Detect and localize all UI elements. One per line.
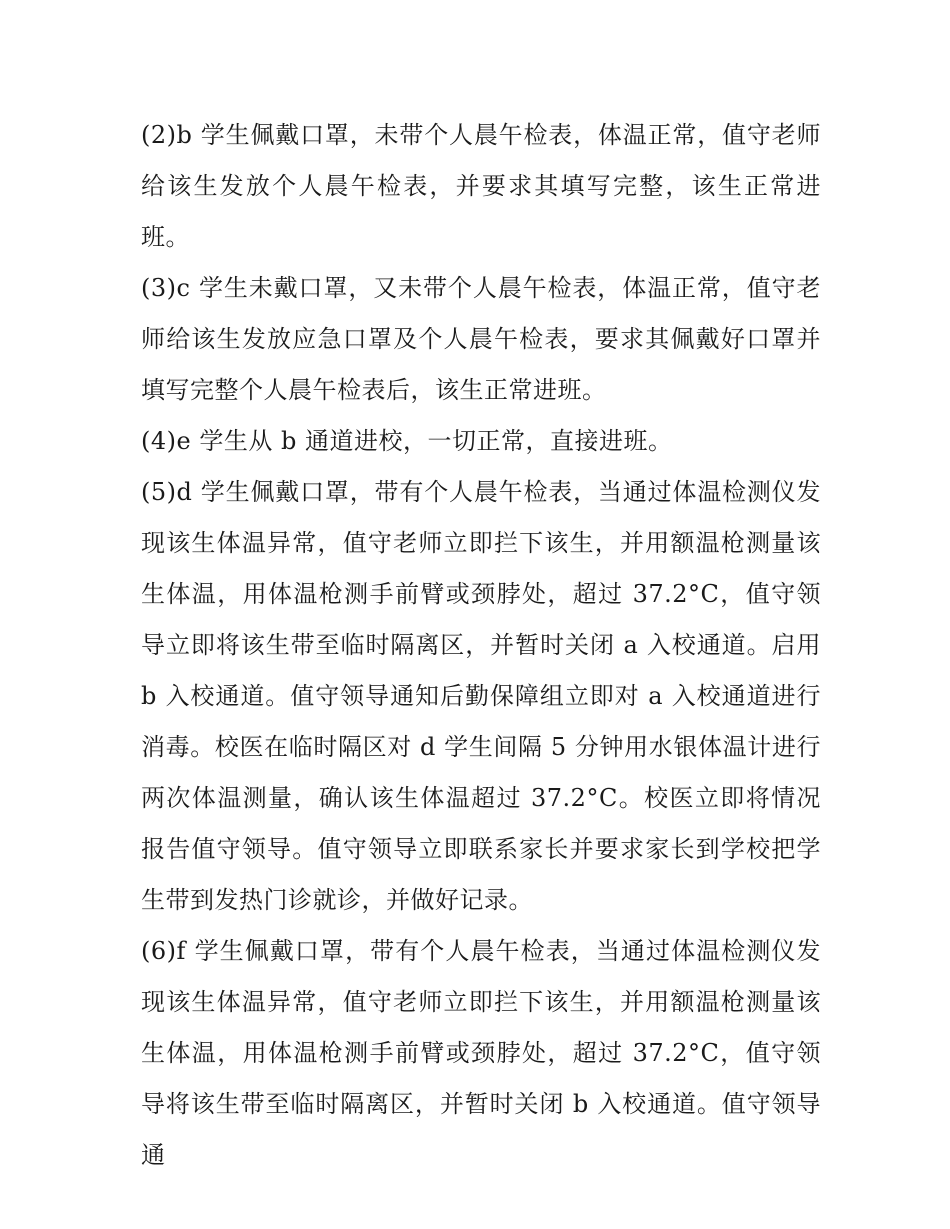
paragraph-3: (3)c 学生未戴口罩，又未带个人晨午检表，体温正常，值守老师给该生发放应急口罩及个人晨午检表，要求其佩戴好口罩并填写完整个人晨午检表后，该生正常进班。 <box>141 274 821 404</box>
paragraph-4: (4)e 学生从 b 通道进校，一切正常，直接进班。 <box>141 427 673 455</box>
paragraph-6: (6)f 学生佩戴口罩，带有个人晨午检表，当通过体温检测仪发现该生体温异常，值守老师立即拦下该生，并用额温枪测量该生体温，用体温枪测手前臂或颈脖处，超过 37.2°C，值守领导将该生带至临时隔离区，并暂时关闭 b 入校通道。值守领导通 <box>141 937 821 1169</box>
paragraph-2: (2)b 学生佩戴口罩，未带个人晨午检表，体温正常，值守老师给该生发放个人晨午检表，并要求其填写完整，该生正常进班。 <box>141 121 821 251</box>
document-page <box>141 110 821 1181</box>
paragraph-5: (5)d 学生佩戴口罩，带有个人晨午检表，当通过体温检测仪发现该生体温异常，值守老师立即拦下该生，并用额温枪测量该生体温，用体温枪测手前臂或颈脖处，超过 37.2°C，值守领导立即将该生带至临时隔离区，并暂时关闭 a 入校通道。启用 b 入校通道。值守领导通知后勤保障组立即对 a 入校通道进行消毒。校医在临时隔区对 d 学生间隔 5 分钟用水银体温计进行两次体温测量，确认该生体温超过 37.2°C。校医立即将情况报告值守领导。值守领导立即联系家长并要求家长到学校把学生带到发热门诊就诊，并做好记录。 <box>141 478 821 914</box>
